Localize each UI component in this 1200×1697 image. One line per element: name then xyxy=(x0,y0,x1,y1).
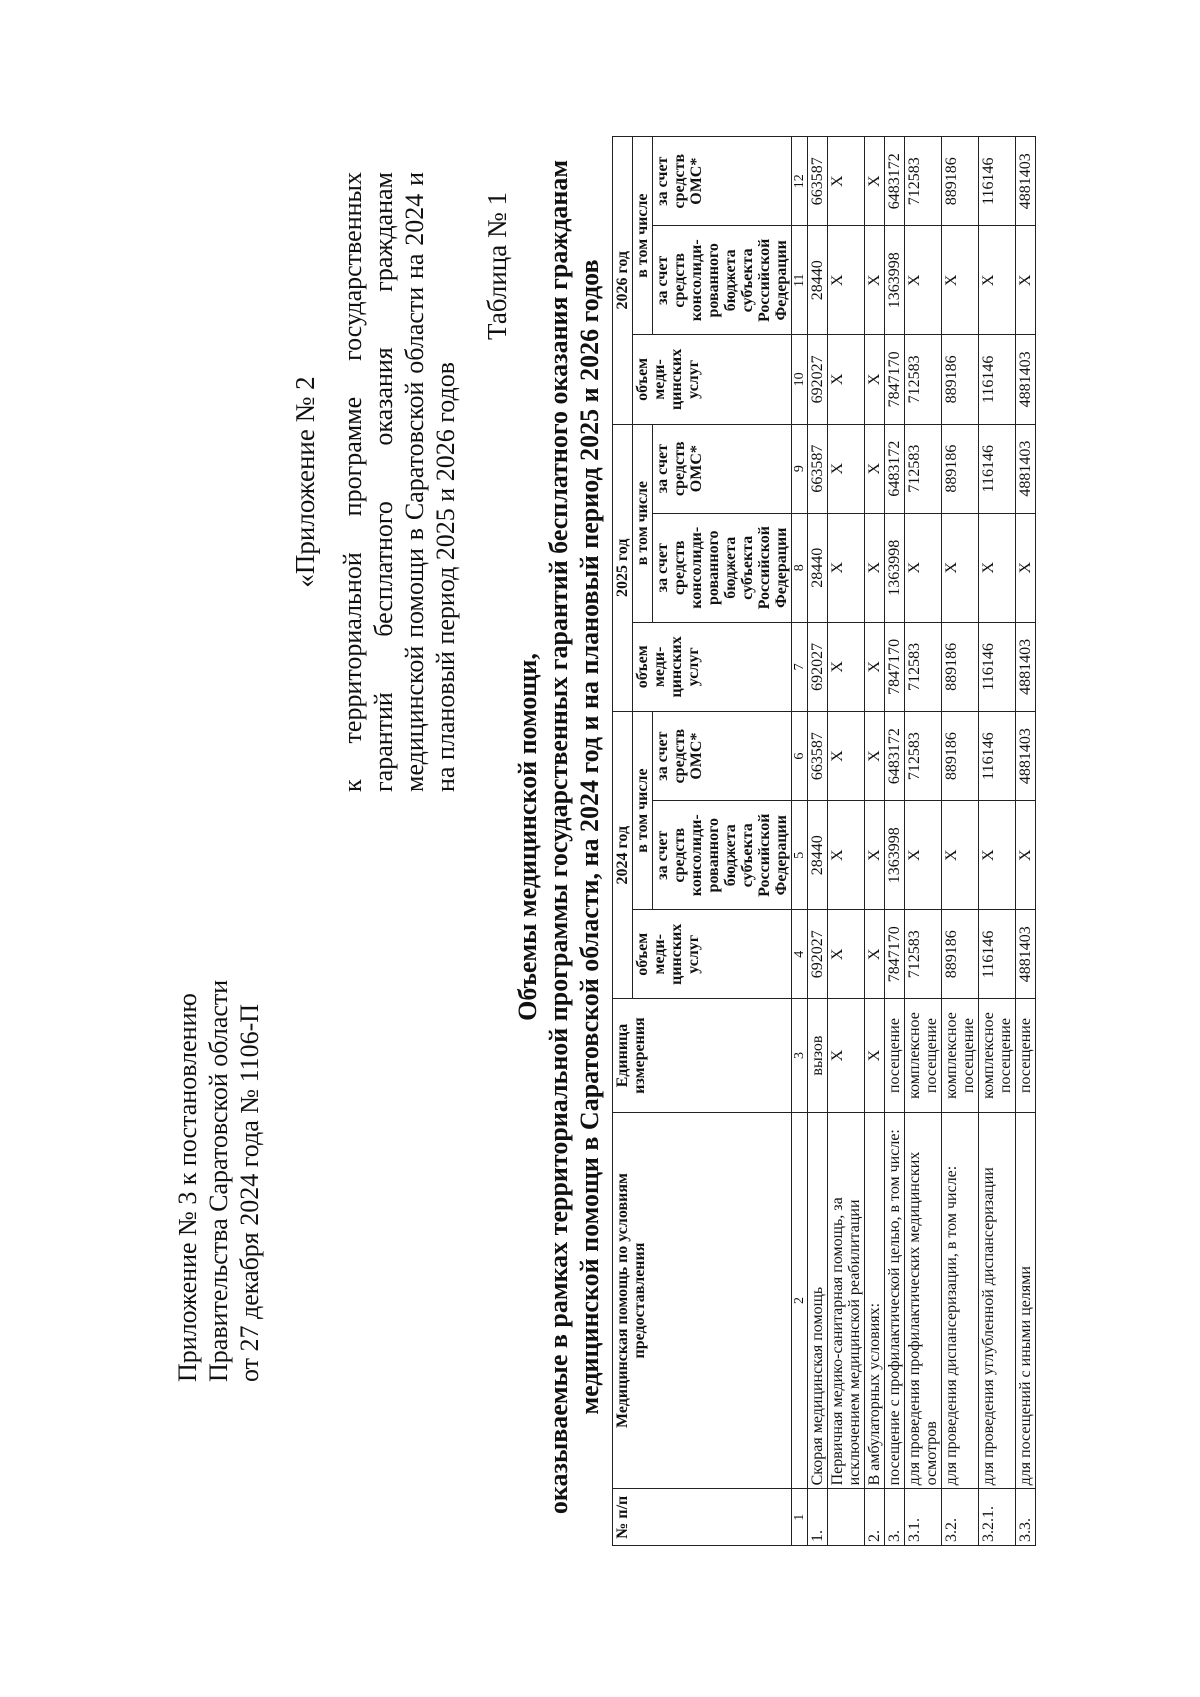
column-number: 12 xyxy=(792,137,808,226)
row-unit: комплексное посещение xyxy=(979,999,1016,1112)
row-value: X xyxy=(905,513,942,622)
row-number: 3. xyxy=(885,1489,905,1546)
row-value: X xyxy=(942,513,979,622)
row-name: для проведения углубленной диспансеризации xyxy=(979,1112,1016,1489)
row-name: Скорая медицинская помощь xyxy=(808,1112,828,1489)
header-volume: объем меди-цинских услуг xyxy=(633,622,792,711)
row-value: 663587 xyxy=(808,424,828,513)
table-number: Таблица № 1 xyxy=(482,192,512,340)
appendix-3-line: от 27 декабря 2024 года № 1106-П xyxy=(235,1003,264,1382)
row-value: 663587 xyxy=(808,711,828,800)
row-value: 889186 xyxy=(942,335,979,424)
header-including: в том числе xyxy=(633,424,653,622)
column-number: 2 xyxy=(792,1112,808,1489)
row-value: X xyxy=(979,801,1016,910)
row-value: 116146 xyxy=(979,424,1016,513)
column-number: 8 xyxy=(792,513,808,622)
row-value: 712583 xyxy=(905,711,942,800)
row-value: 4881403 xyxy=(1016,335,1036,424)
row-value: X xyxy=(828,335,865,424)
appendix-3-header xyxy=(172,862,265,1382)
header-budget: за счет средств консолиди-рованного бюджета субъекта Российской Федерации xyxy=(653,801,792,910)
row-value: 116146 xyxy=(979,622,1016,711)
header-year: 2025 год xyxy=(613,424,633,711)
table-row xyxy=(885,137,905,1546)
row-unit: вызов xyxy=(808,999,828,1112)
row-value: 1363998 xyxy=(885,226,905,335)
header-num: № п/п xyxy=(613,1489,792,1546)
row-unit: X xyxy=(865,999,885,1112)
row-value: 7847170 xyxy=(885,335,905,424)
column-number-row xyxy=(792,137,808,1546)
row-value: 116146 xyxy=(979,910,1016,999)
row-number: 3.1. xyxy=(905,1489,942,1546)
column-number: 1 xyxy=(792,1489,808,1546)
row-number: 3.2. xyxy=(942,1489,979,1546)
row-value: 4881403 xyxy=(1016,424,1036,513)
header-including: в том числе xyxy=(633,711,653,909)
row-value: X xyxy=(828,711,865,800)
row-value: X xyxy=(942,226,979,335)
row-value: 712583 xyxy=(905,137,942,226)
row-value: 889186 xyxy=(942,137,979,226)
row-number: 2. xyxy=(865,1489,885,1546)
table-body xyxy=(792,137,1036,1546)
row-value: X xyxy=(865,335,885,424)
row-name: В амбулаторных условиях: xyxy=(865,1112,885,1489)
row-value: 663587 xyxy=(808,137,828,226)
row-value: X xyxy=(865,226,885,335)
document-title xyxy=(512,152,605,1522)
row-value: 28440 xyxy=(808,801,828,910)
row-value: 4881403 xyxy=(1016,137,1036,226)
row-value: 692027 xyxy=(808,622,828,711)
table-row xyxy=(942,137,979,1546)
header-oms: за счет средств ОМС* xyxy=(653,711,792,800)
row-value: 116146 xyxy=(979,137,1016,226)
row-unit: комплексное посещение xyxy=(905,999,942,1112)
row-value: 889186 xyxy=(942,622,979,711)
header-including: в том числе xyxy=(633,137,653,335)
row-value: X xyxy=(865,513,885,622)
column-number: 5 xyxy=(792,801,808,910)
column-number: 9 xyxy=(792,424,808,513)
row-value: X xyxy=(828,801,865,910)
row-value: X xyxy=(905,801,942,910)
row-value: 889186 xyxy=(942,910,979,999)
row-value: 7847170 xyxy=(885,622,905,711)
row-number: 3.3. xyxy=(1016,1489,1036,1546)
table-row xyxy=(865,137,885,1546)
row-name: для посещений с иными целями xyxy=(1016,1112,1036,1489)
row-value: 7847170 xyxy=(885,910,905,999)
row-value: X xyxy=(828,910,865,999)
row-unit: комплексное посещение xyxy=(942,999,979,1112)
row-value: X xyxy=(865,910,885,999)
row-value: X xyxy=(1016,513,1036,622)
row-value: 712583 xyxy=(905,910,942,999)
column-number: 7 xyxy=(792,622,808,711)
row-value: 889186 xyxy=(942,711,979,800)
row-name: Первичная медико-санитарная помощь, за исключением медицинской реабилитации xyxy=(828,1112,865,1489)
row-value: X xyxy=(865,622,885,711)
row-value: 692027 xyxy=(808,335,828,424)
row-value: X xyxy=(942,801,979,910)
row-value: X xyxy=(828,622,865,711)
header-unit: Единица измерения xyxy=(613,999,792,1112)
row-value: X xyxy=(865,801,885,910)
row-value: X xyxy=(828,424,865,513)
header-budget: за счет средств консолиди-рованного бюджета субъекта Российской Федерации xyxy=(653,226,792,335)
header-year: 2026 год xyxy=(613,137,633,425)
row-value: 116146 xyxy=(979,335,1016,424)
row-value: 712583 xyxy=(905,622,942,711)
row-value: 692027 xyxy=(808,910,828,999)
row-unit: посещение xyxy=(885,999,905,1112)
row-value: X xyxy=(828,226,865,335)
row-value: 6483172 xyxy=(885,711,905,800)
row-value: 4881403 xyxy=(1016,622,1036,711)
row-value: 4881403 xyxy=(1016,910,1036,999)
row-value: X xyxy=(979,513,1016,622)
row-value: 889186 xyxy=(942,424,979,513)
title-line: оказываемые в рамках территориальной программы государственных гарантий бесплатного оказания гражданам xyxy=(544,159,573,1515)
table-row xyxy=(979,137,1016,1546)
row-value: 6483172 xyxy=(885,424,905,513)
table-row xyxy=(828,137,865,1546)
row-value: X xyxy=(979,226,1016,335)
row-unit: X xyxy=(828,999,865,1112)
appendix-3-line: Приложение № 3 к постановлению xyxy=(173,993,202,1382)
row-value: X xyxy=(828,513,865,622)
row-unit: посещение xyxy=(1016,999,1036,1112)
row-value: 1363998 xyxy=(885,513,905,622)
row-value: 6483172 xyxy=(885,137,905,226)
header-name: Медицинская помощь по условиям предоставления xyxy=(613,1112,792,1489)
appendix-2-text: к территориальной программе государственных гарантий бесплатного оказания гражданам медицинской помощи в Саратовской области на 2024 и на плановый период 2025 и 2026 годов xyxy=(338,172,460,792)
column-number: 11 xyxy=(792,226,808,335)
table-row xyxy=(905,137,942,1546)
header-volume: объем меди-цинских услуг xyxy=(633,335,792,424)
volumes-table xyxy=(612,136,1036,1546)
appendix-2-title: «Приложение № 2 xyxy=(290,376,320,588)
rotated-page xyxy=(12,122,1097,1562)
row-value: 28440 xyxy=(808,513,828,622)
row-value: X xyxy=(865,137,885,226)
column-number: 3 xyxy=(792,999,808,1112)
row-name: посещение с профилактической целью, в том числе: xyxy=(885,1112,905,1489)
appendix-3-line: Правительства Саратовской области xyxy=(204,979,233,1382)
row-value: 712583 xyxy=(905,424,942,513)
header-oms: за счет средств ОМС* xyxy=(653,137,792,226)
row-value: X xyxy=(828,137,865,226)
row-value: 116146 xyxy=(979,711,1016,800)
row-value: X xyxy=(865,424,885,513)
row-value: 712583 xyxy=(905,335,942,424)
column-number: 6 xyxy=(792,711,808,800)
row-value: X xyxy=(1016,226,1036,335)
header-volume: объем меди-цинских услуг xyxy=(633,910,792,999)
row-value: 1363998 xyxy=(885,801,905,910)
row-number: 1. xyxy=(808,1489,828,1546)
row-name: для проведения диспансеризации, в том числе: xyxy=(942,1112,979,1489)
header-year: 2024 год xyxy=(613,711,633,998)
row-value: X xyxy=(1016,801,1036,910)
title-line: медицинской помощи в Саратовской области, на 2024 год и на плановый период 2025 и 2026 годов xyxy=(575,259,604,1415)
column-number: 4 xyxy=(792,910,808,999)
row-number xyxy=(828,1489,865,1546)
header-oms: за счет средств ОМС* xyxy=(653,424,792,513)
row-value: 4881403 xyxy=(1016,711,1036,800)
row-value: X xyxy=(865,711,885,800)
table-row xyxy=(808,137,828,1546)
column-number: 10 xyxy=(792,335,808,424)
header-budget: за счет средств консолиди-рованного бюджета субъекта Российской Федерации xyxy=(653,513,792,622)
title-line: Объемы медицинской помощи, xyxy=(513,653,542,1021)
row-name: для проведения профилактических медицинских осмотров xyxy=(905,1112,942,1489)
row-value: 28440 xyxy=(808,226,828,335)
table-row xyxy=(1016,137,1036,1546)
row-number: 3.2.1. xyxy=(979,1489,1016,1546)
row-value: X xyxy=(905,226,942,335)
